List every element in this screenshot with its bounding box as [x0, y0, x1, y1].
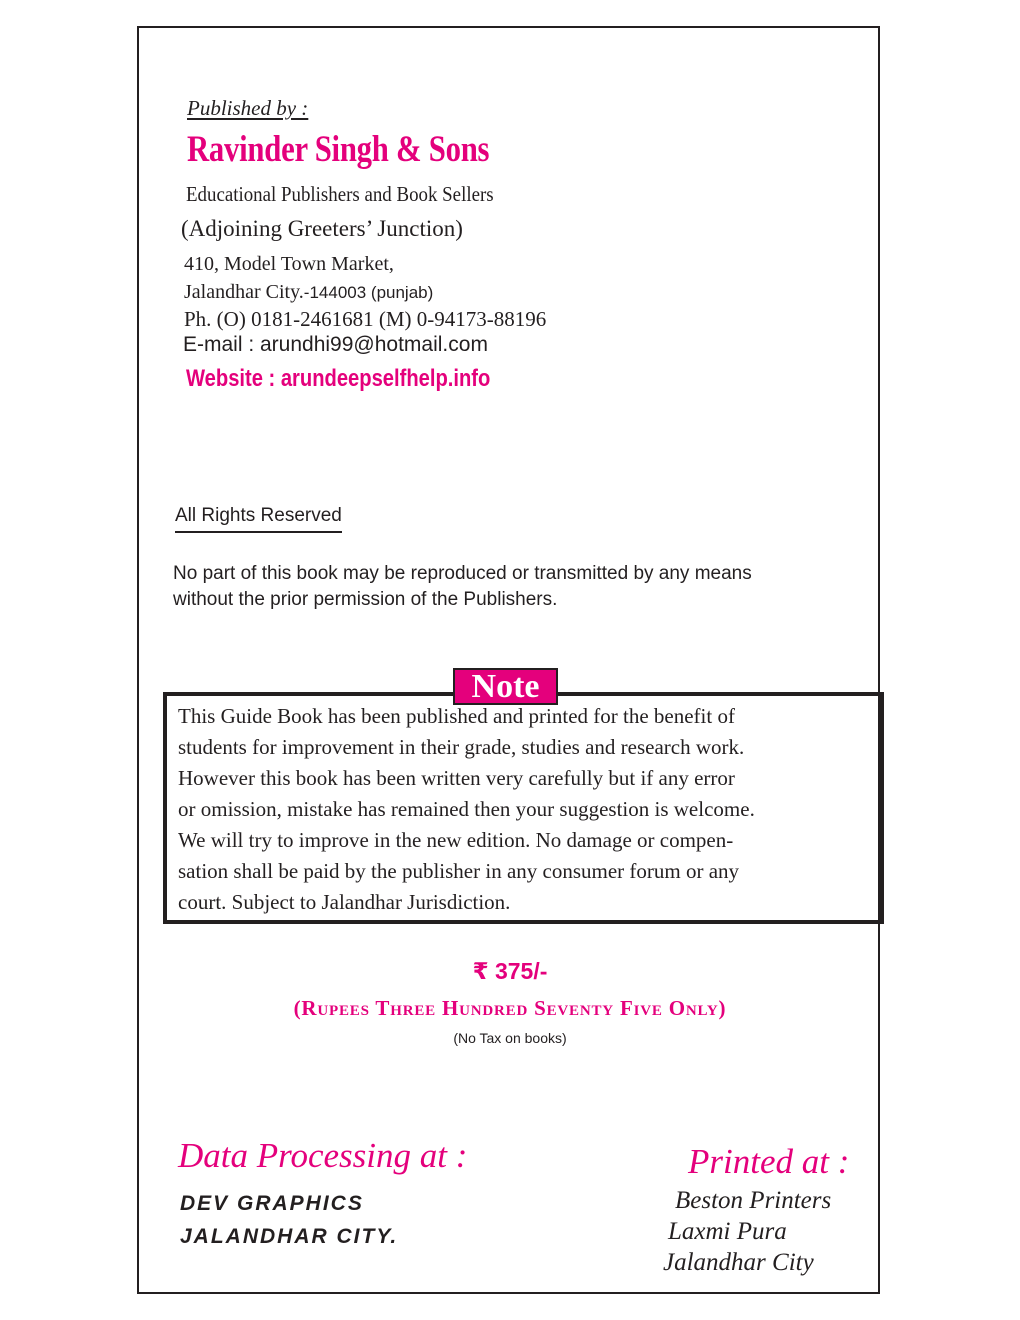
publisher-tagline: Educational Publishers and Book Sellers	[186, 182, 494, 206]
publisher-address-line2	[184, 281, 433, 304]
publisher-landmark: (Adjoining Greeters’ Junction)	[181, 216, 463, 241]
rights-heading: All Rights Reserved	[175, 505, 342, 533]
rights-text	[173, 561, 752, 613]
note-line: This Guide Book has been published and printed for the benefit of	[178, 704, 735, 728]
printed-at-heading: Printed at :	[688, 1142, 850, 1181]
data-processing-name: DEV GRAPHICS	[180, 1192, 364, 1215]
note-line: students for improvement in their grade, studies and research work.	[178, 735, 745, 759]
note-line: We will try to improve in the new edition. No damage or compen-	[178, 828, 734, 852]
data-processing-heading: Data Processing at :	[178, 1136, 468, 1175]
publisher-name: Ravinder Singh & Sons	[187, 129, 490, 170]
rights-text-line: No part of this book may be reproduced or transmitted by any means	[173, 563, 752, 584]
price-in-words: (Rupees Three Hundred Seventy Five Only)	[293, 996, 727, 1020]
tax-note: (No Tax on books)	[453, 1030, 567, 1046]
note-line: However this book has been written very carefully but if any error	[178, 766, 735, 790]
note-label: Note	[453, 668, 558, 705]
publisher-address-line1: 410, Model Town Market,	[184, 253, 394, 275]
publisher-address-city: Jalandhar City.	[184, 281, 304, 303]
publisher-address-pin: -144003 (punjab)	[303, 283, 434, 302]
note-line: court. Subject to Jalandhar Jurisdiction.	[178, 890, 511, 914]
publisher-phone: Ph. (O) 0181-2461681 (M) 0-94173-88196	[184, 307, 547, 331]
printer-city: Jalandhar City	[663, 1249, 814, 1276]
printer-locality: Laxmi Pura	[668, 1218, 787, 1245]
rights-text-line: without the prior permission of the Publishers.	[173, 589, 558, 610]
note-line: or omission, mistake has remained then your suggestion is welcome.	[178, 797, 755, 821]
published-by-label: Published by :	[187, 96, 309, 120]
publisher-email: E-mail : arundhi99@hotmail.com	[183, 333, 488, 356]
data-processing-city: JALANDHAR CITY.	[180, 1225, 399, 1248]
publisher-website: Website : arundeepselfhelp.info	[186, 365, 491, 392]
note-line: sation shall be paid by the publisher in any consumer forum or any	[178, 859, 740, 883]
price-amount: ₹ 375/-	[472, 958, 548, 984]
printer-name: Beston Printers	[675, 1187, 832, 1214]
